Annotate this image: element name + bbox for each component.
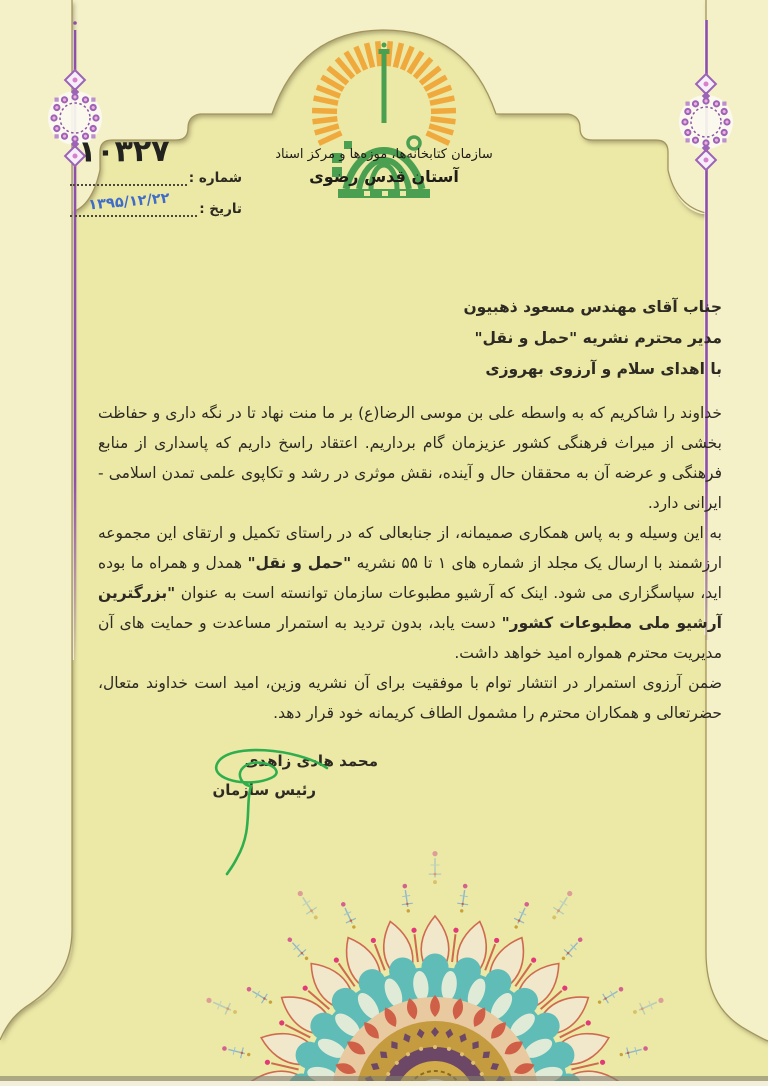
number-dotted-line bbox=[70, 170, 187, 186]
org-name-line1: سازمان کتابخانه‌ها، موزه‌ها و مرکز اسناد bbox=[275, 147, 493, 162]
reference-number-stamp: ۱۰۳۲۷ bbox=[77, 133, 170, 170]
paragraph-1 bbox=[98, 398, 722, 518]
date-label: تاریخ : bbox=[199, 201, 242, 217]
org-name-line2: آستان قدس رضوی bbox=[309, 167, 459, 186]
archive-title-bold: "بزرگترین آرشیو ملی مطبوعات کشور" bbox=[98, 584, 722, 632]
handwritten-date: ۱۳۹۵/۱۲/۲۲ bbox=[87, 190, 171, 214]
paragraph-2-text: دست یابد، بدون تردید به استمرار مساعدت و حمایت های آن مدیریت محترم همواره امید خواهد داشت. bbox=[98, 614, 722, 662]
publication-name-bold: "حمل و نقل" bbox=[247, 554, 352, 572]
recipient-title-line: مدیر محترم نشریه "حمل و نقل" bbox=[474, 329, 722, 347]
paragraph-2-text: همدل و همراه ما بوده اید، سپاسگزاری می شود. اینک که آرشیو مطبوعات سازمان توانسته است به عنوان bbox=[98, 554, 722, 602]
number-field-row bbox=[70, 170, 242, 186]
recipient-name-line: جناب آقای مهندس مسعود ذهبیون bbox=[463, 298, 722, 316]
greeting-line: با اهدای سلام و آرزوی بهروزی bbox=[485, 360, 722, 378]
recipient-block bbox=[302, 292, 722, 385]
paragraph-2 bbox=[98, 518, 722, 668]
paragraph-1-text: خداوند را شاکریم که به واسطه علی بن موسی الرضا(ع) بر ما منت نهاد تا در نگه داری و حفاظت بخشی از میراث فرهنگی کشور عزیزمان گام برداریم. اعتقاد راسخ داریم که پاسداری از منابع فرهنگی و عرضه آن به محققان حال و آینده، نقش موثری در رشد و تکاپوی علمی تمدن اسلامی - ایرانی دارد. bbox=[98, 404, 722, 512]
number-label: شماره : bbox=[188, 170, 242, 186]
paragraph-2-text: به این وسیله و به پاس همکاری صمیمانه، از جنابعالی که در راستای تکمیل و ارتقای این مجموعه ارزشمند با ارسال یک مجلد از شماره های ۱ تا ۵۵ نشریه bbox=[98, 524, 722, 572]
signatory-name: محمد هادی زاهدی bbox=[244, 752, 378, 770]
letter-body bbox=[98, 398, 722, 728]
scan-bottom-edge-strip bbox=[0, 1081, 768, 1086]
paragraph-3 bbox=[98, 668, 722, 728]
paragraph-3-text: ضمن آرزوی استمرار در انتشار توام با موفقیت برای آن نشریه وزین، امید است خداوند متعال، حضرتعالی و همکاران محترم را مشمول الطاف کریمانه خود قرار دهد. bbox=[98, 674, 722, 722]
signatory-title: رئیس سازمان bbox=[212, 781, 316, 799]
handwritten-signature bbox=[185, 740, 345, 890]
